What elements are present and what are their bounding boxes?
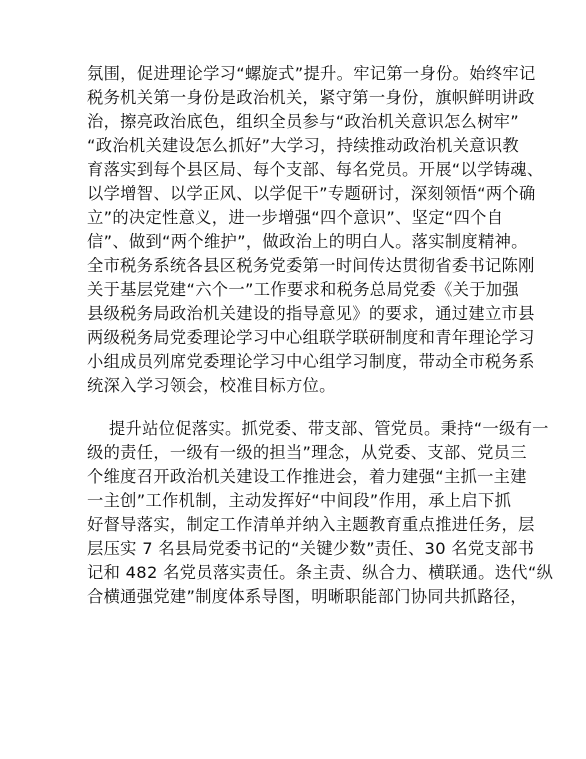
paragraph-2 xyxy=(87,417,554,609)
text-line: 氛围，促进理论学习“螺旋式”提升。牢记第一身份。始终牢记 xyxy=(87,64,536,83)
text-line: 县级税务局政治机关建设的指导意见》的要求，通过建立市县 xyxy=(87,304,535,323)
text-line: “政治机关建设怎么抓好”大学习，持续推动政治机关意识教 xyxy=(87,136,520,155)
text-line: 信”、做到“两个维护”，做政治上的明白人。落实制度精神。 xyxy=(87,232,528,251)
document-body xyxy=(87,62,554,609)
text-line: 级的责任，一级有一级的担当”理念，从党委、支部、党员三 xyxy=(87,443,527,462)
text-line: 关于基层党建“六个一”工作要求和税务总局党委《关于加强 xyxy=(87,280,520,299)
text-line: 以学增智、以学正风、以学促干”专题研讨，深刻领悟“两个确 xyxy=(87,184,536,203)
text-line: 提升站位促落实。抓党委、带支部、管党员。秉持“一级有一 xyxy=(87,419,549,438)
text-line: 全市税务系统各县区税务党委第一时间传达贯彻省委书记陈刚 xyxy=(87,256,535,275)
paragraph-1 xyxy=(87,62,544,398)
text-line: 小组成员列席党委理论学习中心组学习制度，带动全市税务系 xyxy=(87,352,535,371)
text-line: 两级税务局党委理论学习中心组联学联研制度和青年理论学习 xyxy=(87,328,535,347)
text-line: 税务机关第一身份是政治机关，紧守第一身份，旗帜鲜明讲政 xyxy=(87,88,535,107)
paragraph-spacer xyxy=(87,398,502,417)
text-line: 一主创”工作机制，主动发挥好“中间段”作用，承上启下抓 xyxy=(87,491,512,510)
text-line: 治，擦亮政治底色，组织全员参与“政治机关意识怎么树牢” xyxy=(87,112,520,131)
text-line: 合横通强党建”制度体系导图，明晰职能部门协同共抓路径， xyxy=(87,587,527,606)
text-line: 记和 482 名党员落实责任。条主责、纵合力、横联通。迭代“纵 xyxy=(87,563,554,582)
text-line: 立”的决定性意义，进一步增强“四个意识”、坚定“四个自 xyxy=(87,208,504,227)
text-line: 层压实 7 名县局党委书记的“关键少数”责任、30 名党支部书 xyxy=(87,539,535,558)
text-line: 育落实到每个县区局、每个支部、每名党员。开展“以学铸魂、 xyxy=(87,160,544,179)
text-line: 个维度召开政治机关建设工作推进会，着力建强“主抓一主建 xyxy=(87,467,527,486)
text-line: 好督导落实，制定工作清单并纳入主题教育重点推进任务，层 xyxy=(87,515,535,534)
text-line: 统深入学习领会，校准目标方位。 xyxy=(87,376,336,395)
